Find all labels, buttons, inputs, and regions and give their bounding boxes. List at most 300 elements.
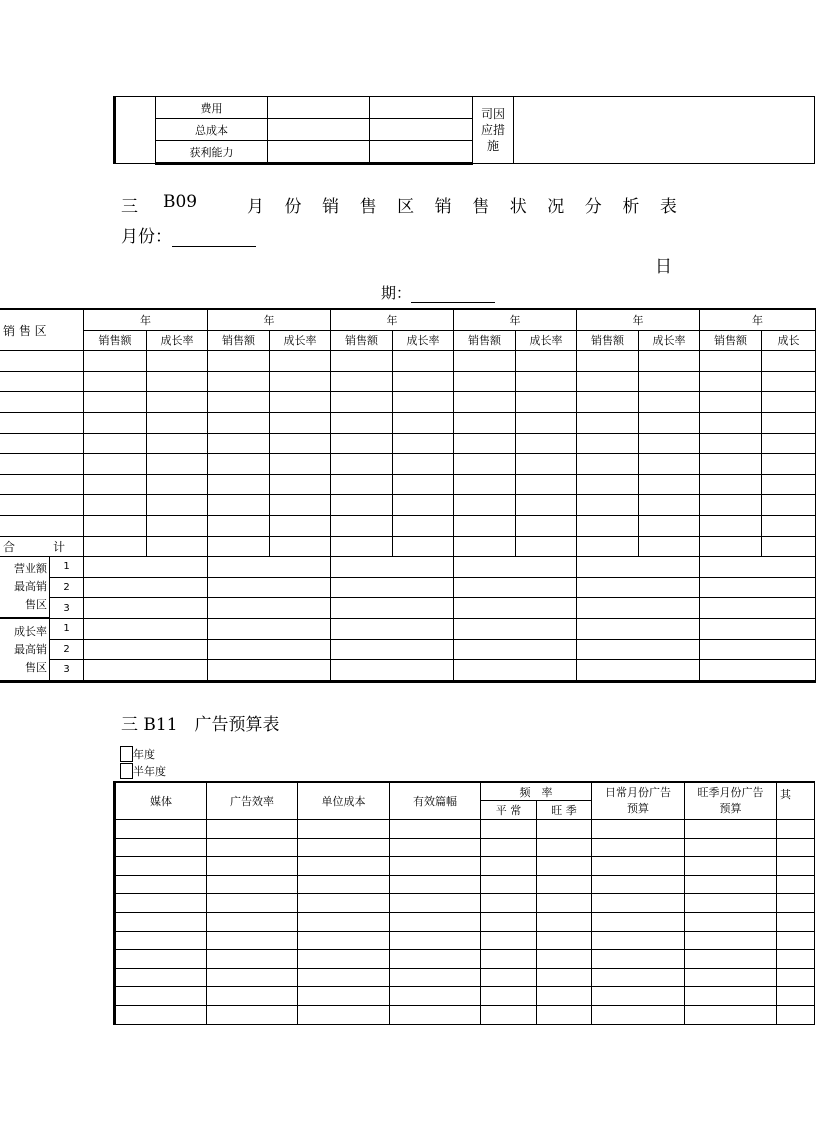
- data-cell: [762, 371, 816, 392]
- growth-top-region-label: [0, 618, 50, 681]
- data-cell: [84, 433, 147, 454]
- region-header: 销 售 区: [0, 309, 84, 351]
- header-media: 媒体: [115, 782, 207, 820]
- table-row: [115, 987, 815, 1006]
- data-cell: [331, 454, 393, 475]
- rank-cell: [700, 577, 816, 598]
- data-cell: [208, 495, 270, 516]
- ad-cell: [390, 894, 481, 913]
- ad-cell: [390, 857, 481, 876]
- data-cell: [147, 515, 208, 536]
- header-frequency: 频 率: [481, 782, 592, 801]
- ad-cell: [115, 894, 207, 913]
- table-row: [115, 912, 815, 931]
- data-cell: [270, 351, 331, 372]
- table-row: [0, 371, 816, 392]
- total-label-b: 计: [53, 539, 66, 554]
- year-header: 年: [454, 309, 577, 330]
- ad-cell: [115, 968, 207, 987]
- ad-cell: [537, 987, 592, 1006]
- data-cell: [393, 392, 454, 413]
- col-growth: 成长率: [270, 330, 331, 351]
- data-cell: [270, 454, 331, 475]
- header-daily-budget-line2: 预算: [627, 802, 649, 815]
- table-row: [0, 433, 816, 454]
- data-cell: [454, 433, 516, 454]
- data-cell: [516, 515, 577, 536]
- region-cell: [0, 433, 84, 454]
- data-cell: [331, 351, 393, 372]
- row-label-expense: 费用: [156, 97, 268, 119]
- ad-cell: [481, 912, 537, 931]
- data-cell: [762, 412, 816, 433]
- header-ad-effect: 广告效率: [207, 782, 298, 820]
- total-cell: [454, 536, 516, 557]
- data-cell: [577, 515, 639, 536]
- rank-cell: [454, 660, 577, 682]
- ad-cell: [777, 950, 815, 969]
- data-cell: [516, 412, 577, 433]
- b09-title-char: 售: [359, 197, 377, 217]
- b09-code: B09: [163, 192, 198, 212]
- rank-cell: [331, 598, 454, 619]
- ad-cell: [592, 912, 685, 931]
- ad-cell: [685, 894, 777, 913]
- year-header: 年: [700, 309, 816, 330]
- revenue-top-region-label: [0, 557, 50, 619]
- ad-cell: [298, 875, 390, 894]
- rank-cell: [208, 618, 331, 639]
- data-cell: [270, 474, 331, 495]
- data-cell: [208, 433, 270, 454]
- rank-cell: [577, 577, 700, 598]
- table-row: [115, 1005, 815, 1024]
- data-cell: [762, 392, 816, 413]
- ad-cell: [537, 1005, 592, 1024]
- rank-cell: [577, 557, 700, 578]
- header-daily-budget-line1: 日常月份广告: [605, 786, 671, 799]
- rank-cell: [331, 577, 454, 598]
- col-sales: 销售额: [84, 330, 147, 351]
- data-cell: [454, 371, 516, 392]
- col-sales: 销售额: [331, 330, 393, 351]
- data-cell: [454, 515, 516, 536]
- ad-cell: [207, 912, 298, 931]
- rank-cell: [577, 660, 700, 682]
- col-growth: 成长率: [393, 330, 454, 351]
- total-cell: [84, 536, 147, 557]
- ad-cell: [298, 838, 390, 857]
- header-peak-budget-line1: 旺季月份广告: [697, 786, 764, 799]
- year-checkbox-label: 年度: [133, 748, 155, 761]
- col-growth: 成长率: [639, 330, 700, 351]
- region-cell: [0, 515, 84, 536]
- data-cell: [331, 412, 393, 433]
- data-cell: [208, 371, 270, 392]
- rank-cell: [208, 557, 331, 578]
- data-cell: [577, 371, 639, 392]
- cost-summary-table: [113, 96, 815, 165]
- col-sales: 销售额: [577, 330, 639, 351]
- rank-cell: [331, 660, 454, 682]
- ad-cell: [537, 968, 592, 987]
- data-cell: [84, 351, 147, 372]
- data-cell: [84, 392, 147, 413]
- ad-cell: [685, 912, 777, 931]
- data-cell: [577, 412, 639, 433]
- rank-number: 3: [50, 660, 84, 682]
- year-checkbox[interactable]: [120, 746, 133, 762]
- data-cell: [393, 412, 454, 433]
- ad-cell: [777, 912, 815, 931]
- table-row: [0, 495, 816, 516]
- col-sales: 销售额: [208, 330, 270, 351]
- ad-cell: [592, 968, 685, 987]
- rank-number: 2: [50, 639, 84, 660]
- rank-number: 1: [50, 618, 84, 639]
- ad-cell: [298, 931, 390, 950]
- b09-title-char: 月: [247, 197, 264, 217]
- data-cell: [147, 474, 208, 495]
- ad-cell: [390, 931, 481, 950]
- data-cell: [454, 474, 516, 495]
- ad-cell: [207, 820, 298, 839]
- b09-title-char: 销: [434, 197, 452, 217]
- ad-cell: [390, 968, 481, 987]
- growth-top-region-label-line: 最高销: [14, 642, 47, 656]
- table-row: [0, 351, 816, 372]
- data-cell: [516, 433, 577, 454]
- header-normal: 平 常: [481, 801, 537, 820]
- table-row: [0, 474, 816, 495]
- half-year-checkbox-label: 半年度: [133, 765, 166, 778]
- b09-title-char: 况: [547, 197, 565, 217]
- date-input-line[interactable]: [411, 286, 495, 303]
- ad-cell: [481, 931, 537, 950]
- data-cell: [700, 412, 762, 433]
- data-cell: [577, 392, 639, 413]
- data-cell: [84, 474, 147, 495]
- b09-title-prefix: 三: [121, 197, 138, 217]
- ad-cell: [481, 950, 537, 969]
- rank-cell: [700, 557, 816, 578]
- data-cell: [700, 454, 762, 475]
- data-cell: [208, 392, 270, 413]
- header-peak-budget-line2: 预算: [719, 802, 742, 815]
- data-cell: [700, 371, 762, 392]
- ad-cell: [592, 820, 685, 839]
- region-cell: [0, 371, 84, 392]
- ad-cell: [537, 875, 592, 894]
- ad-cell: [207, 950, 298, 969]
- total-cell: [208, 536, 270, 557]
- data-cell: [700, 351, 762, 372]
- ad-cell: [390, 875, 481, 894]
- data-cell: [700, 392, 762, 413]
- rank-number: 2: [50, 577, 84, 598]
- table-row: [115, 968, 815, 987]
- data-cell: [270, 515, 331, 536]
- data-cell: [639, 495, 700, 516]
- ad-cell: [481, 820, 537, 839]
- rank-cell: [331, 557, 454, 578]
- col-growth: 成长率: [147, 330, 208, 351]
- rank-cell: [454, 618, 577, 639]
- ad-cell: [207, 968, 298, 987]
- data-cell: [147, 412, 208, 433]
- rank-cell: [577, 639, 700, 660]
- header-daily-budget: [592, 782, 685, 820]
- data-cell: [454, 351, 516, 372]
- rank-cell: [454, 577, 577, 598]
- col-sales: 销售额: [454, 330, 516, 351]
- data-cell: [700, 495, 762, 516]
- half-year-checkbox[interactable]: [120, 763, 133, 779]
- ad-cell: [207, 987, 298, 1006]
- ad-cell: [390, 987, 481, 1006]
- ad-cell: [685, 950, 777, 969]
- month-input-line[interactable]: [172, 228, 256, 247]
- data-cell: [577, 474, 639, 495]
- ad-cell: [115, 838, 207, 857]
- data-cell: [762, 351, 816, 372]
- data-cell: [700, 474, 762, 495]
- ad-budget-table: [113, 781, 815, 1025]
- data-cell: [762, 495, 816, 516]
- ad-cell: [115, 912, 207, 931]
- ad-cell: [537, 894, 592, 913]
- revenue-top-region-label-line: 最高销: [14, 580, 47, 594]
- table-row: [0, 515, 816, 536]
- ad-cell: [207, 857, 298, 876]
- data-cell: [147, 392, 208, 413]
- growth-top-region-label-line: 售区: [25, 660, 47, 674]
- date-label-text: 期：: [381, 284, 412, 302]
- data-cell: [208, 412, 270, 433]
- data-cell: [270, 433, 331, 454]
- data-cell: [577, 433, 639, 454]
- ad-cell: [685, 1005, 777, 1024]
- total-cell: [639, 536, 700, 557]
- region-cell: [0, 412, 84, 433]
- b09-title-char: 表: [659, 197, 677, 217]
- total-cell: [700, 536, 762, 557]
- ad-cell: [207, 894, 298, 913]
- rank-cell: [454, 557, 577, 578]
- data-cell: [208, 351, 270, 372]
- data-cell: [147, 433, 208, 454]
- data-cell: [516, 495, 577, 516]
- data-cell: [700, 515, 762, 536]
- ad-cell: [592, 1005, 685, 1024]
- data-cell: [393, 495, 454, 516]
- ad-cell: [592, 838, 685, 857]
- ad-cell: [207, 838, 298, 857]
- ad-cell: [298, 820, 390, 839]
- col-sales: 销售额: [700, 330, 762, 351]
- data-cell: [208, 474, 270, 495]
- ad-cell: [537, 820, 592, 839]
- ad-cell: [592, 857, 685, 876]
- rank-number: 3: [50, 598, 84, 619]
- table-row: [115, 931, 815, 950]
- data-cell: [393, 454, 454, 475]
- data-cell: [331, 392, 393, 413]
- ad-cell: [537, 838, 592, 857]
- ad-cell: [777, 1005, 815, 1024]
- data-cell: [577, 495, 639, 516]
- ad-cell: [777, 931, 815, 950]
- data-cell: [762, 433, 816, 454]
- table-row: [115, 950, 815, 969]
- table-row: [115, 894, 815, 913]
- data-cell: [639, 454, 700, 475]
- rank-cell: [331, 618, 454, 639]
- countermeasure-label: 司因应措施: [473, 97, 514, 164]
- ad-cell: [207, 875, 298, 894]
- data-cell: [147, 351, 208, 372]
- total-label-a: 合: [3, 539, 16, 554]
- row-label-total-cost: 总成本: [156, 119, 268, 141]
- region-cell: [0, 474, 84, 495]
- year-header: 年: [84, 309, 208, 330]
- ad-cell: [481, 838, 537, 857]
- year-header: 年: [577, 309, 700, 330]
- header-peak-budget: [685, 782, 777, 820]
- ad-cell: [298, 894, 390, 913]
- ad-cell: [115, 950, 207, 969]
- ad-cell: [777, 857, 815, 876]
- data-cell: [516, 474, 577, 495]
- table-row: [0, 392, 816, 413]
- rank-cell: [577, 598, 700, 619]
- table-row: [115, 820, 815, 839]
- rank-cell: [84, 557, 208, 578]
- ad-cell: [592, 875, 685, 894]
- ad-cell: [298, 950, 390, 969]
- ad-cell: [537, 857, 592, 876]
- ad-cell: [777, 875, 815, 894]
- ad-cell: [592, 894, 685, 913]
- sales-region-table: [0, 308, 816, 683]
- ad-cell: [685, 838, 777, 857]
- b09-title-char: 析: [622, 197, 640, 217]
- data-cell: [331, 515, 393, 536]
- rank-cell: [700, 639, 816, 660]
- data-cell: [577, 351, 639, 372]
- total-cell: [331, 536, 393, 557]
- ad-cell: [777, 968, 815, 987]
- rank-cell: [700, 598, 816, 619]
- data-cell: [454, 392, 516, 413]
- ad-cell: [207, 1005, 298, 1024]
- ad-cell: [481, 987, 537, 1006]
- rank-cell: [700, 618, 816, 639]
- region-cell: [0, 392, 84, 413]
- month-label: [121, 222, 256, 247]
- ad-cell: [390, 950, 481, 969]
- data-cell: [516, 371, 577, 392]
- ad-cell: [115, 820, 207, 839]
- rank-cell: [208, 577, 331, 598]
- data-cell: [84, 515, 147, 536]
- table-row: [115, 838, 815, 857]
- ad-cell: [481, 968, 537, 987]
- data-cell: [454, 454, 516, 475]
- b09-title: [247, 192, 677, 217]
- total-cell: [270, 536, 331, 557]
- ad-cell: [685, 987, 777, 1006]
- month-label-text: 月份：: [121, 227, 172, 247]
- ad-cell: [390, 838, 481, 857]
- b09-title-char: 份: [284, 197, 302, 217]
- b11-title: 三 B11 广告预算表: [121, 715, 280, 735]
- col-growth: 成长率: [516, 330, 577, 351]
- ad-cell: [777, 987, 815, 1006]
- data-cell: [393, 371, 454, 392]
- data-cell: [516, 351, 577, 372]
- rank-cell: [84, 598, 208, 619]
- rank-cell: [84, 639, 208, 660]
- blank-cell: [115, 97, 156, 164]
- ad-cell: [115, 987, 207, 1006]
- ad-cell: [207, 931, 298, 950]
- ad-cell: [777, 838, 815, 857]
- rank-cell: [700, 660, 816, 682]
- ad-cell: [537, 912, 592, 931]
- data-cell: [270, 392, 331, 413]
- total-cell: [147, 536, 208, 557]
- ad-cell: [390, 820, 481, 839]
- data-cell: [208, 454, 270, 475]
- col-growth: 成长: [762, 330, 816, 351]
- date-label-top: 日: [655, 257, 672, 277]
- ad-cell: [115, 931, 207, 950]
- data-cell: [577, 454, 639, 475]
- data-cell: [762, 474, 816, 495]
- data-cell: [639, 474, 700, 495]
- ad-cell: [777, 820, 815, 839]
- data-cell: [84, 454, 147, 475]
- ad-cell: [685, 875, 777, 894]
- header-peak: 旺 季: [537, 801, 592, 820]
- ad-cell: [298, 857, 390, 876]
- header-reach: 有效篇幅: [390, 782, 481, 820]
- ad-cell: [481, 1005, 537, 1024]
- rank-cell: [577, 618, 700, 639]
- data-cell: [393, 515, 454, 536]
- data-cell: [393, 433, 454, 454]
- data-cell: [516, 392, 577, 413]
- ad-cell: [592, 987, 685, 1006]
- data-cell: [84, 495, 147, 516]
- ad-cell: [685, 857, 777, 876]
- ad-cell: [298, 912, 390, 931]
- data-cell: [270, 371, 331, 392]
- data-cell: [147, 454, 208, 475]
- ad-cell: [537, 950, 592, 969]
- data-cell: [270, 495, 331, 516]
- header-other: 其: [777, 782, 815, 820]
- rank-cell: [84, 660, 208, 682]
- ad-cell: [298, 987, 390, 1006]
- data-cell: [454, 412, 516, 433]
- rank-cell: [454, 598, 577, 619]
- ad-cell: [115, 857, 207, 876]
- data-cell: [331, 433, 393, 454]
- ad-cell: [298, 968, 390, 987]
- data-cell: [639, 433, 700, 454]
